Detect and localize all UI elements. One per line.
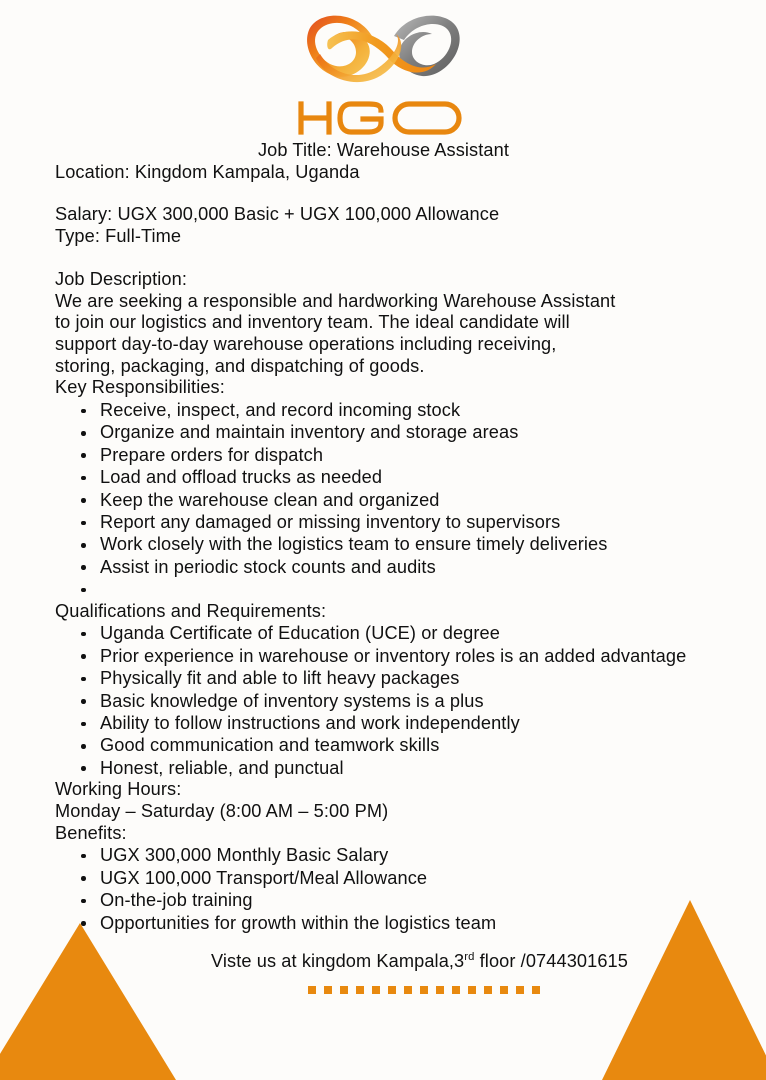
company-logo: [0, 0, 766, 140]
decorative-dot: [372, 986, 380, 994]
benefits-list: [55, 844, 738, 934]
working-hours-heading: Working Hours:: [55, 779, 182, 800]
list-item: Load and offload trucks as needed: [77, 466, 738, 488]
list-item: Receive, inspect, and record incoming stock: [77, 399, 738, 421]
job-description-body: [55, 291, 738, 378]
working-hours-value: Monday – Saturday (8:00 AM – 5:00 PM): [55, 800, 389, 821]
decorative-dot: [500, 986, 508, 994]
responsibilities-heading: Key Responsibilities:: [55, 377, 225, 398]
list-item: Physically fit and able to lift heavy packages: [77, 667, 738, 689]
benefits-heading: Benefits:: [55, 822, 127, 843]
location-line: Location: Kingdom Kampala, Uganda: [55, 161, 360, 182]
qualifications-heading: Qualifications and Requirements:: [55, 600, 327, 621]
list-item: On-the-job training: [77, 889, 738, 911]
decorative-dot: [388, 986, 396, 994]
list-item: Assist in periodic stock counts and audits: [77, 556, 738, 578]
list-item: Basic knowledge of inventory systems is a plus: [77, 690, 738, 712]
decorative-dots-row: [101, 979, 738, 1001]
visit-us-text-after: floor /0744301615: [474, 950, 628, 971]
list-item: Prior experience in warehouse or inventory roles is an added advantage: [77, 645, 738, 667]
list-item: UGX 100,000 Transport/Meal Allowance: [77, 867, 738, 889]
list-item: Honest, reliable, and punctual: [77, 757, 738, 779]
logo-wordmark-hgo: [295, 96, 471, 140]
decorative-dot: [420, 986, 428, 994]
poster-footer: [55, 951, 738, 1000]
poster-content: [0, 140, 766, 1000]
list-item-empty: [77, 578, 738, 600]
list-item: Prepare orders for dispatch: [77, 444, 738, 466]
logo-orange-loop: [307, 16, 372, 77]
job-description-line: support day-to-day warehouse operations including receiving,: [55, 333, 557, 354]
salary-line: Salary: UGX 300,000 Basic + UGX 100,000 Allowance: [55, 204, 500, 225]
job-description-line: storing, packaging, and dispatching of goods.: [55, 355, 425, 376]
decorative-dot: [340, 986, 348, 994]
type-line: Type: Full-Time: [55, 226, 182, 247]
decorative-dot: [532, 986, 540, 994]
visit-us-line: [211, 951, 628, 973]
decorative-dot: [484, 986, 492, 994]
qualifications-list: [55, 622, 738, 779]
responsibilities-list: [55, 399, 738, 601]
decorative-dot: [516, 986, 524, 994]
decorative-dot: [452, 986, 460, 994]
list-item: UGX 300,000 Monthly Basic Salary: [77, 844, 738, 866]
list-item: Good communication and teamwork skills: [77, 734, 738, 756]
spacer-after-type: [55, 248, 738, 269]
spacer-after-location: [55, 183, 738, 204]
ordinal-suffix: rd: [464, 950, 475, 963]
list-item: Report any damaged or missing inventory to supervisors: [77, 511, 738, 533]
decorative-dot: [324, 986, 332, 994]
decorative-dot: [356, 986, 364, 994]
list-item: Organize and maintain inventory and storage areas: [77, 421, 738, 443]
job-description-heading: Job Description:: [55, 268, 188, 289]
decorative-dot: [404, 986, 412, 994]
job-title-line: Job Title: Warehouse Assistant: [257, 140, 509, 160]
visit-us-text-before: Viste us at kingdom Kampala,3: [210, 950, 465, 971]
decorative-dot: [308, 986, 316, 994]
job-description-line: to join our logistics and inventory team. The ideal candidate will: [55, 312, 570, 333]
list-item: Ability to follow instructions and work independently: [77, 712, 738, 734]
job-description-line: We are seeking a responsible and hardworking Warehouse Assistant: [55, 290, 616, 311]
list-item: Uganda Certificate of Education (UCE) or degree: [77, 622, 738, 644]
list-item: Keep the warehouse clean and organized: [77, 489, 738, 511]
list-item: Opportunities for growth within the logistics team: [77, 912, 738, 934]
list-item: Work closely with the logistics team to ensure timely deliveries: [77, 533, 738, 555]
decorative-dot: [436, 986, 444, 994]
decorative-dot: [468, 986, 476, 994]
infinity-loop-logo-icon: [298, 2, 468, 94]
